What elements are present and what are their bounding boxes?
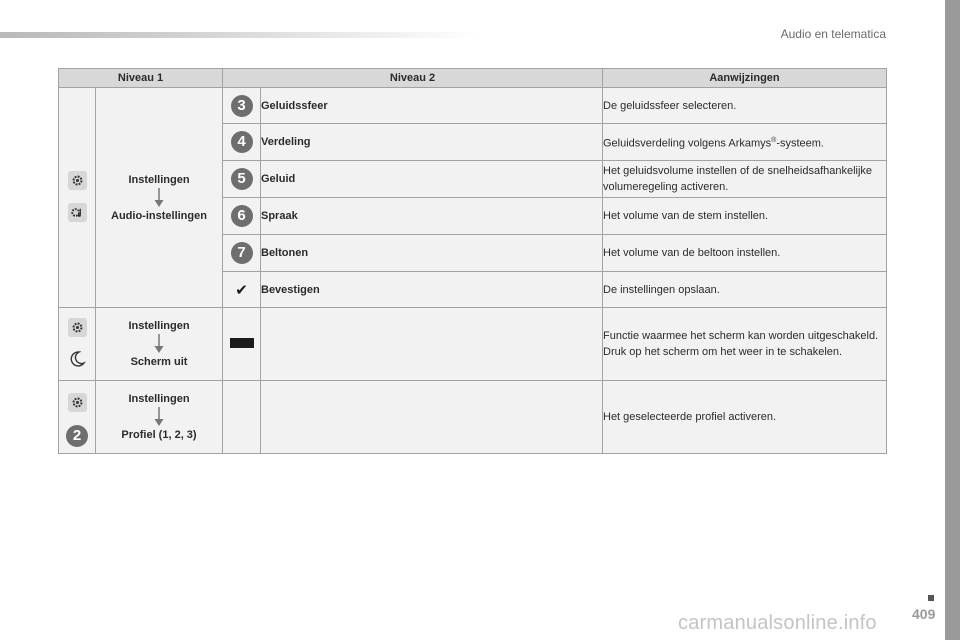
arrow-down-icon [153,406,165,428]
page-marker [928,595,934,601]
registered-mark: ® [771,136,777,144]
number-badge: 4 [231,131,253,153]
note-cell: Het volume van de beltoon instellen. [603,235,887,272]
table-row [59,308,887,381]
level1-sublabel: Scherm uit [130,356,188,368]
note-cell: De instellingen opslaan. [603,272,887,308]
section-title: Audio en telematica [780,27,886,41]
number-badge: 3 [231,95,253,117]
note-cell: Het volume van de stem instellen. [603,198,887,235]
level2-cell: Beltonen [261,235,603,272]
column-header-aanwijzingen: Aanwijzingen [603,69,887,88]
level1-sublabel: Profiel (1, 2, 3) [121,429,197,441]
screen-off-icon [230,338,254,348]
menu-table [58,68,887,454]
note-text-tail: -systeem. [776,137,824,150]
group-3-level1 [96,381,223,454]
badge-cell [223,88,261,124]
level2-cell: Geluidssfeer [261,88,603,124]
note-line: Functie waarmee het scherm kan worden uitgeschakeld. [603,330,879,342]
settings-icon [68,393,87,412]
note-cell: Het geselecteerde profiel activeren. [603,381,887,454]
number-badge: 6 [231,205,253,227]
check-icon: ✔ [235,281,248,299]
moon-icon [68,350,86,371]
badge-cell [223,198,261,235]
page-number: 409 [912,606,936,622]
note-cell: Het geluidsvolume instellen of de snelheidsafhankelijke volumeregeling activeren. [603,161,887,198]
level2-cell [261,308,603,381]
badge-cell [223,235,261,272]
arrow-down-icon [153,333,165,355]
level2-cell: Geluid [261,161,603,198]
note-cell [603,124,887,161]
badge-cell [223,308,261,381]
number-badge: 5 [231,168,253,190]
group-1-level1 [96,88,223,308]
group-3-icons [59,381,96,454]
level1-label: Instellingen [128,393,190,405]
arrow-down-icon [153,187,165,209]
note-line: Druk op het scherm om het weer in te schakelen. [603,346,843,358]
level1-label: Instellingen [128,173,190,186]
level2-cell [261,381,603,454]
note-cell [603,308,887,381]
number-badge: 7 [231,242,253,264]
badge-cell [223,161,261,198]
settings-icon [68,318,87,337]
column-header-niveau-2: Niveau 2 [223,69,603,88]
note-text: Geluidsverdeling volgens Arkamys [603,137,772,150]
note-cell: De geluidssfeer selecteren. [603,88,887,124]
badge-cell [223,381,261,454]
table-header-row [59,69,887,88]
watermark: carmanualsonline.info [678,612,877,634]
badge-cell [223,124,261,161]
top-decorative-bar [0,32,480,38]
group-2-level1 [96,308,223,381]
badge-cell [223,272,261,308]
level1-sublabel: Audio-instellingen [111,209,207,222]
audio-settings-icon [68,203,87,222]
level2-cell: Verdeling [261,124,603,161]
profile-2-icon: 2 [66,425,88,447]
settings-icon [68,171,87,190]
level1-label: Instellingen [128,320,190,332]
group-2-icons [59,308,96,381]
right-edge-bar [945,0,960,640]
column-header-niveau-1: Niveau 1 [59,69,223,88]
group-1-icons [59,88,96,308]
table-row [59,88,887,124]
level2-cell: Bevestigen [261,272,603,308]
level2-cell: Spraak [261,198,603,235]
table-row [59,381,887,454]
